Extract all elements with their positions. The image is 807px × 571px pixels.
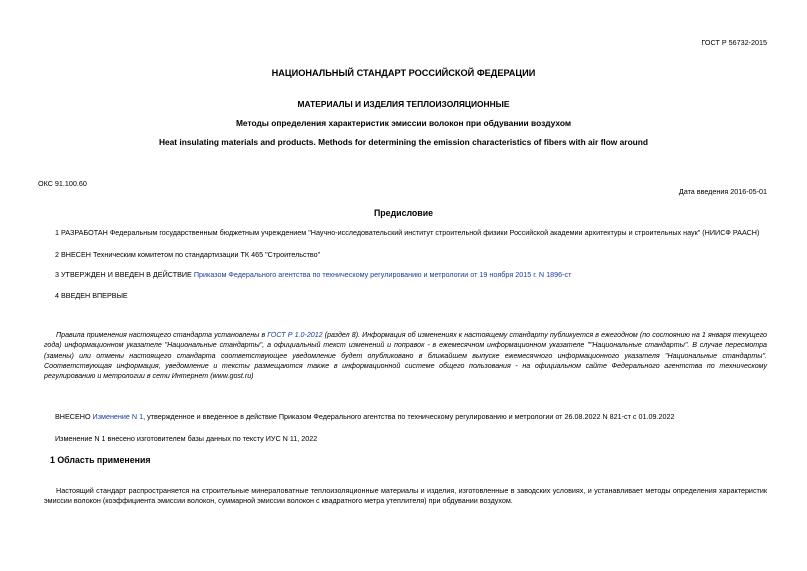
order-link[interactable]: Приказом Федерального агентства по техническому регулированию и метрологии от 19 ноября 2015 г. N 1896-ст <box>193 270 572 279</box>
foreword-item-3 <box>55 270 767 279</box>
foreword-item-4: 4 ВВЕДЕН ВПЕРВЫЕ <box>55 291 128 300</box>
foreword-heading: Предисловие <box>373 208 434 218</box>
amendment-suffix: , утвержденное и введенное в действие Приказом Федерального агентства по техническому регулированию и метрологии от 26.08.2022 N 821-ст с 01.09.2022 <box>143 412 675 421</box>
amendment-line <box>55 412 767 421</box>
doc-code: ГОСТ Р 56732-2015 <box>701 38 767 47</box>
gost-1-0-link[interactable]: ГОСТ Р 1.0-2012 <box>267 331 323 339</box>
section-1-heading: 1 Область применения <box>50 455 151 465</box>
intro-date: Дата введения 2016-05-01 <box>678 187 767 196</box>
standard-main-title: МАТЕРИАЛЫ И ИЗДЕЛИЯ ТЕПЛОИЗОЛЯЦИОННЫЕ <box>297 99 510 109</box>
amendment-note: Изменение N 1 внесено изготовителем базы данных по тексту ИУС N 11, 2022 <box>55 434 318 443</box>
standard-subtitle: Методы определения характеристик эмиссии волокон при обдувании воздухом <box>235 118 572 128</box>
foreword-item-2: 2 ВНЕСЕН Техническим комитетом по стандартизации ТК 465 "Строительство" <box>55 250 321 259</box>
amendment-link[interactable]: Изменение N 1 <box>92 412 144 421</box>
rules-text-2: (раздел 8). Информация об изменениях к настоящему стандарту публикуется в ежегодном (по состоянию на 1 января текущего года) информационном указателе "Национальные стандарты", а официальный текст изменений и поправок - в ежемесячном информационном указателе ""Национальные стандарты". В случае пересмотра (замены) или отмены настоящего стандарта соответствующее уведомление будет опубликовано в ближайшем выпуске ежемесячного информационного указателя "Национальные стандарты". Соответствующая информация, уведомление и тексты размещаются также в информационной системе общего пользования - на официальном сайте Федерального агентства по техническому регулированию и метрологии в сети Интернет (www.gost.ru) <box>44 331 767 381</box>
standard-title-en: Heat insulating materials and products. Methods for determining the emission characteristics of fibers with air flow around <box>158 137 649 147</box>
oks-code: ОКС 91.100.60 <box>38 179 87 188</box>
rules-text-1: Правила применения настоящего стандарта установлены в <box>56 331 268 339</box>
foreword-item-3-prefix: 3 УТВЕРЖДЕН И ВВЕДЕН В ДЕЙСТВИЕ <box>55 270 194 279</box>
section-1-text: Настоящий стандарт распространяется на строительные минераловатные теплоизоляционные материалы и изделия, изготовленные в заводских условиях, и устанавливает методы определения характеристик эмиссии волокон (коэффициента эмиссии волокон, суммарной эмиссии волокон с квадратного метра утеплителя) при обдувании воздухом. <box>44 486 767 506</box>
rules-paragraph <box>44 330 767 381</box>
standard-type-title: НАЦИОНАЛЬНЫЙ СТАНДАРТ РОССИЙСКОЙ ФЕДЕРАЦИИ <box>271 68 536 78</box>
foreword-item-1: 1 РАЗРАБОТАН Федеральным государственным бюджетным учреждением "Научно-исследовательский институт строительной физики Российской академии архитектуры и строительных наук" (НИИСФ РААСН) <box>55 228 760 237</box>
amendment-prefix: ВНЕСЕНО <box>55 412 93 421</box>
